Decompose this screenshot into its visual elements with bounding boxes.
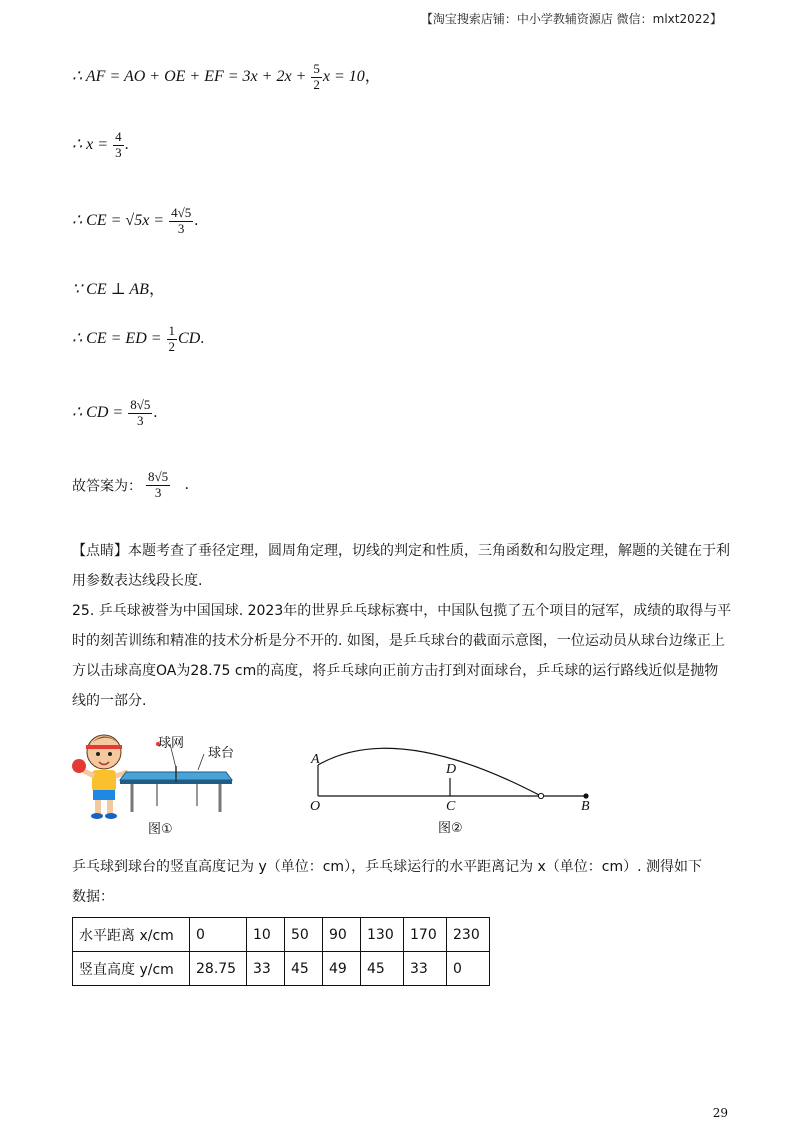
table-row — [73, 952, 490, 986]
answer-line: 故答案为： $\frac{8√5}{3}$ . — [72, 469, 190, 500]
problem-25-text: 25. 乒乓球被誉为中国国球. 2023年的世界乒乓球标赛中，中国队包揽了五个项目的冠军，成绩的取得与平时的刻苦训练和精准的技术分析是分不开的. 如图，是乒乓球台的截面示意图，一位运动员从球台边缘正上方以击球高度OA为28.75 cm的高度，将乒乓球向正前方击打到对面球台，乒乓球的运行路线近似是抛物线的一部分. — [72, 603, 732, 709]
table-cell: 0 — [190, 918, 247, 952]
table-cell: 45 — [361, 952, 404, 986]
point-d-label: D — [446, 762, 457, 777]
comment-paragraph: 【点睛】本题考查了垂径定理，圆周角定理，切线的判定和性质，三角函数和勾股定理，解题的关键在于利用参数表达线段长度. — [72, 543, 730, 589]
point-c-label: C — [446, 799, 456, 814]
table-cell: 50 — [285, 918, 323, 952]
table-cell: 90 — [323, 918, 361, 952]
fraction: $\frac{5}{2}$ — [313, 61, 320, 92]
fraction: $\frac{8√5}{3}$ — [130, 397, 151, 428]
table-cell: 33 — [404, 952, 447, 986]
step-x-value: ∴ x = $\frac{4}{3}$ . — [72, 129, 129, 160]
table-cell: 130 — [361, 918, 404, 952]
data-label: 数据： — [72, 889, 114, 905]
table-cell: 49 — [323, 952, 361, 986]
table-row — [73, 918, 490, 952]
figure-1-caption: 图① — [148, 822, 173, 837]
step-cd-value: ∴ CD = $\frac{8√5}{3}$ . — [72, 397, 158, 428]
fraction: $\frac{4√5}{3}$ — [171, 205, 192, 236]
answer-fraction: $\frac{8√5}{3}$ — [148, 469, 169, 500]
table-cell: 0 — [447, 952, 490, 986]
variable-description: 乒乓球到球台的竖直高度记为 y（单位：cm），乒乓球运行的水平距离记为 x（单位：cm）. 测得如下 — [72, 859, 703, 875]
table-row-header: 水平距离 x/cm — [73, 918, 190, 952]
table-row-header: 竖直高度 y/cm — [73, 952, 190, 986]
figure-2 — [300, 734, 610, 836]
point-a-label: A — [311, 752, 320, 767]
fraction: $\frac{1}{2}$ — [168, 323, 176, 354]
step-af-equation: ∴ AF = AO + OE + EF = 3x + 2x + $\frac{5}{2}$ x = 10， — [72, 61, 381, 92]
step-af-suffix: x = 10 — [322, 68, 365, 86]
table-label: 球台 — [208, 746, 235, 761]
step-ce-ed: ∴ CE = ED = $\frac{1}{2}$ CD. — [72, 323, 205, 354]
table-cell: 33 — [247, 952, 285, 986]
table-cell: 230 — [447, 918, 490, 952]
step-af-prefix: ∴ AF = AO + OE + EF = 3x + 2x + — [72, 68, 311, 86]
answer-label: 故答案为： — [72, 478, 142, 495]
step-ce-value: ∴ CE = √5x = $\frac{4√5}{3}$ . — [72, 205, 199, 236]
table-cell: 10 — [247, 918, 285, 952]
fraction: $\frac{4}{3}$ — [115, 129, 122, 160]
figure-1 — [72, 722, 272, 837]
data-table — [72, 917, 490, 986]
page-number: 29 — [712, 1106, 728, 1120]
step-perpendicular: ∵ CE ⊥ AB， — [72, 281, 165, 298]
figure-2-caption: 图② — [438, 821, 463, 836]
page-header: 【淘宝搜索店铺：中小学教辅资源店 微信：mlxt2022】 — [420, 12, 722, 26]
table-cell: 170 — [404, 918, 447, 952]
table-cell: 28.75 — [190, 952, 247, 986]
point-b-label: B — [581, 799, 590, 814]
table-cell: 45 — [285, 952, 323, 986]
net-label: 球网 — [158, 736, 185, 751]
point-o-label: O — [310, 799, 321, 814]
